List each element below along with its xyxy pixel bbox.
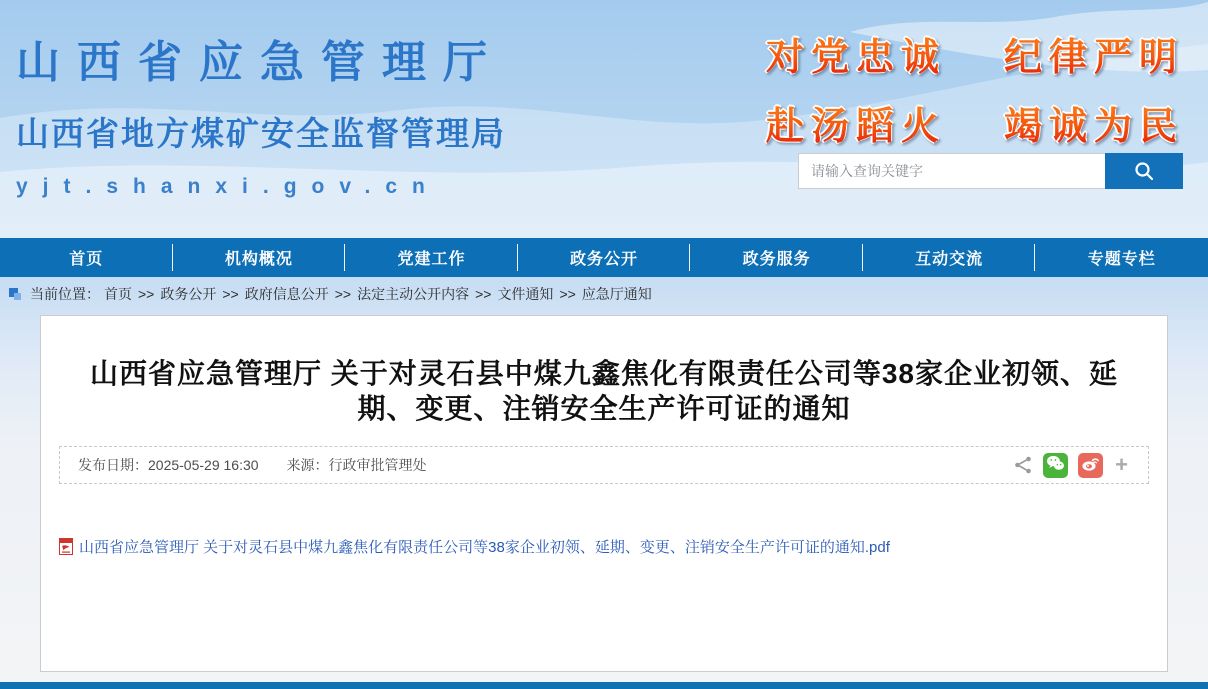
nav-item-gov-disclosure[interactable]: [518, 238, 691, 277]
nav-item-label: 政务公开: [570, 251, 639, 268]
slogan-phrase: 竭诚为民: [1004, 95, 1184, 150]
attachment-pdf-link[interactable]: 山西省应急管理厅 关于对灵石县中煤九鑫焦化有限责任公司等38家企业初领、延期、变更、注销安全生产许可证的通知.pdf: [79, 539, 890, 556]
breadcrumb-item-statutory-disclosure[interactable]: 法定主动公开内容: [357, 286, 470, 302]
org-name: 山西省应急管理厅: [16, 38, 504, 87]
nav-item-organization[interactable]: [173, 238, 346, 277]
breadcrumb: [0, 277, 1208, 311]
slogan-phrase: 对党忠诚: [766, 26, 946, 81]
nav-item-party-building[interactable]: [345, 238, 518, 277]
pdf-icon: [59, 538, 73, 555]
article-meta: [78, 455, 427, 475]
share-weibo-button[interactable]: [1078, 453, 1103, 478]
breadcrumb-item-home[interactable]: 首页: [104, 286, 132, 302]
share-more-button[interactable]: +: [1115, 452, 1128, 477]
site-url-text: yjt.shanxi.gov.cn: [16, 175, 440, 198]
breadcrumb-separator: >>: [222, 286, 239, 302]
wechat-icon: [1046, 455, 1065, 475]
org-name-secondary: 山西省地方煤矿安全监督管理局: [16, 115, 506, 152]
nav-item-label: 互动交流: [915, 251, 984, 268]
slogan-block: [766, 26, 1184, 164]
search-input[interactable]: [798, 153, 1105, 189]
breadcrumb-separator: >>: [559, 286, 576, 302]
nav-item-interaction[interactable]: [863, 238, 1036, 277]
footer-bar: [0, 682, 1208, 689]
breadcrumb-separator: >>: [138, 286, 155, 302]
share-toolbar: [1013, 453, 1130, 478]
breadcrumb-separator: >>: [334, 286, 352, 302]
publish-date-label: 发布日期：: [78, 457, 148, 473]
slogan-phrase: 纪律严明: [1004, 26, 1184, 81]
location-icon: [8, 287, 22, 301]
article-meta-row: [59, 446, 1149, 484]
share-icon: [1013, 463, 1033, 478]
nav-item-home[interactable]: [0, 238, 173, 277]
nav-item-label: 专题专栏: [1087, 251, 1156, 268]
breadcrumb-item-dept-notices[interactable]: 应急厅通知: [581, 286, 652, 302]
article-card: [40, 315, 1168, 672]
publish-date: [78, 455, 259, 475]
share-wechat-button[interactable]: [1043, 453, 1068, 478]
nav-item-label: 机构概况: [224, 251, 293, 268]
slogan-line-1: [766, 26, 1184, 81]
source: [287, 455, 427, 475]
breadcrumb-item-gov-info[interactable]: 政府信息公开: [244, 286, 329, 302]
source-value: 行政审批管理处: [328, 457, 427, 473]
slogan-phrase: 赴汤蹈火: [766, 95, 946, 150]
attachment-row: [59, 536, 1167, 557]
nav-item-label: 首页: [69, 251, 104, 268]
article-title: 山西省应急管理厅 关于对灵石县中煤九鑫焦化有限责任公司等38家企业初领、延期、变更、注销安全生产许可证的通知: [90, 358, 1118, 424]
search-button[interactable]: [1105, 153, 1183, 189]
publish-date-value: 2025-05-29 16:30: [148, 457, 259, 473]
main-nav: [0, 238, 1208, 277]
search-icon: [1133, 160, 1155, 182]
search-bar: [798, 153, 1183, 189]
site-header: [0, 0, 1208, 238]
breadcrumb-separator: >>: [475, 286, 492, 302]
weibo-icon: [1081, 455, 1100, 475]
site-logo[interactable]: [16, 26, 506, 199]
breadcrumb-prefix: 当前位置：: [30, 286, 100, 302]
share-button[interactable]: [1013, 455, 1033, 475]
nav-item-label: 党建工作: [397, 251, 466, 268]
nav-item-label: 政务服务: [742, 251, 811, 268]
nav-item-special-topics[interactable]: [1035, 238, 1208, 277]
slogan-line-2: [766, 95, 1184, 150]
breadcrumb-item-file-notices[interactable]: 文件通知: [497, 286, 554, 302]
breadcrumb-item-gov-disclosure[interactable]: 政务公开: [160, 286, 217, 302]
source-label: 来源：: [286, 457, 329, 473]
nav-item-gov-services[interactable]: [690, 238, 863, 277]
